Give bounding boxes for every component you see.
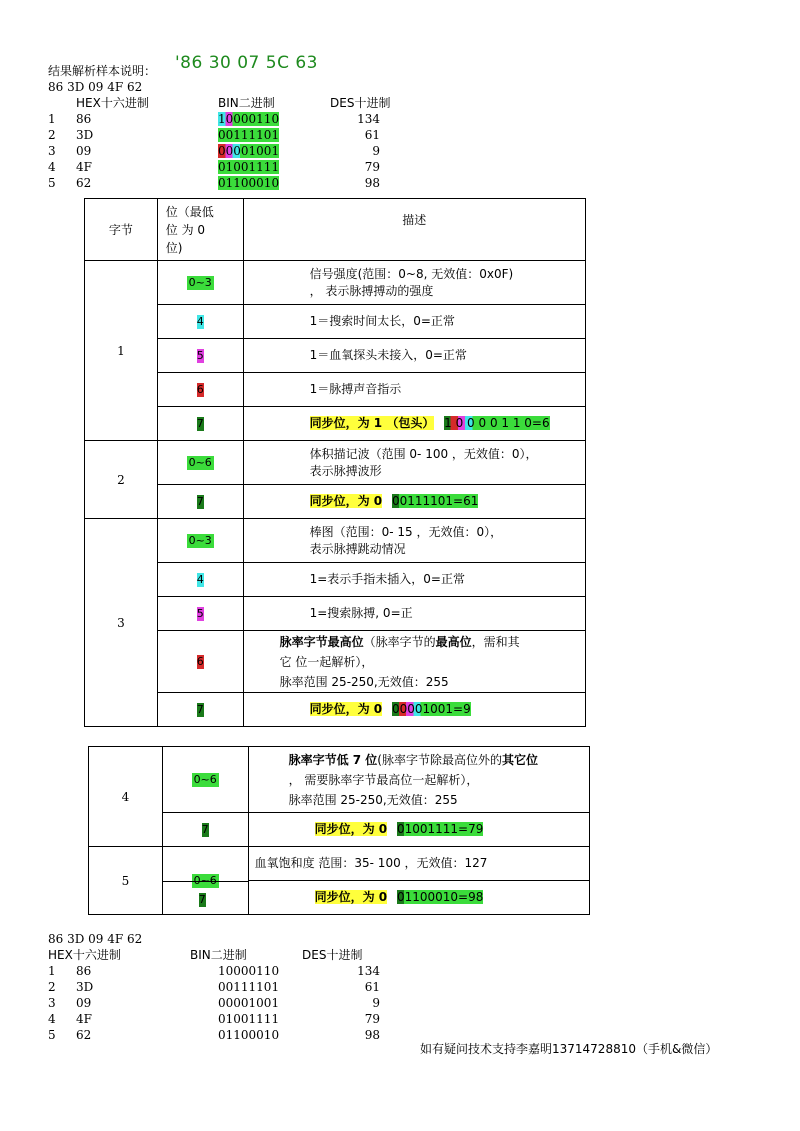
row-bin: 00111101 <box>218 980 280 994</box>
sync-description <box>248 813 589 847</box>
byte-number: 1 <box>85 261 158 441</box>
hex-string-tag: '86 30 07 5C 63 <box>175 53 319 73</box>
header-hex: HEX十六进制 <box>76 96 149 110</box>
protocol-table-bytes-4-5 <box>88 746 590 915</box>
sync-description <box>243 407 585 441</box>
table-row <box>85 373 586 407</box>
bit-description: 1＝脉搏声音指示 <box>243 373 585 407</box>
header-bin: BIN二进制 <box>190 948 247 962</box>
row-hex: 3D <box>76 980 94 994</box>
header-bit: 位（最低 位 为 0 位) <box>157 199 243 261</box>
bit-pattern: 1 0 0 0 0 1 1 0=6 <box>444 416 550 430</box>
hex-line: 86 3D 09 4F 62 <box>48 932 143 946</box>
bit-description: 1＝血氧探头未接入，0=正常 <box>243 339 585 373</box>
row-bin: 00111101 <box>218 128 280 142</box>
sync-label: 同步位，为 0 <box>314 822 388 836</box>
row-des: 9 <box>372 144 380 158</box>
row-bin: 01100010 <box>218 176 280 190</box>
table-row <box>85 631 586 693</box>
bit-range: 4 <box>157 305 243 339</box>
row-hex: 4F <box>76 1012 92 1026</box>
bit-range: 5 <box>157 597 243 631</box>
row-hex: 4F <box>76 160 92 174</box>
row-des: 79 <box>364 1012 380 1026</box>
table-row <box>89 847 590 881</box>
row-bin: 00001001 <box>218 996 280 1010</box>
table-row <box>85 485 586 519</box>
bit-description: 1＝搜索时间太长，0=正常 <box>243 305 585 339</box>
bit-range: 0~6 <box>157 441 243 485</box>
row-index: 4 <box>48 1012 56 1026</box>
row-bin: 10000110 <box>218 112 280 126</box>
row-bin: 10000110 <box>218 964 280 978</box>
bit-range: 6 <box>157 373 243 407</box>
row-bin: 01001111 <box>218 160 280 174</box>
row-des: 9 <box>372 996 380 1010</box>
header-bin: BIN二进制 <box>218 96 275 110</box>
byte-number: 3 <box>85 519 158 727</box>
table-row <box>89 747 590 813</box>
bit-pattern: 00001001=9 <box>391 702 471 716</box>
bit-description: 体积描记波（范围 0- 100 ，无效值：0）， 表示脉搏波形 <box>243 441 585 485</box>
row-des: 134 <box>357 964 380 978</box>
sync-label: 同步位，为 0 <box>314 890 388 904</box>
bit-range: 6 <box>157 631 243 693</box>
row-index: 1 <box>48 112 56 126</box>
row-des: 98 <box>364 176 380 190</box>
bit-range: 7 <box>157 407 243 441</box>
table-header-row <box>85 199 586 261</box>
row-index: 2 <box>48 128 56 142</box>
bit-range: 0~6 <box>162 747 248 813</box>
bit-range: 0~3 <box>157 261 243 305</box>
table-row <box>85 441 586 485</box>
sync-description <box>243 485 585 519</box>
row-hex: 62 <box>76 1028 92 1042</box>
hex-line: 86 3D 09 4F 62 <box>48 80 143 94</box>
header-byte: 字节 <box>85 199 158 261</box>
bit-range: 0~6 7 <box>162 847 248 915</box>
protocol-table-bytes-1-3 <box>84 198 586 727</box>
row-hex: 09 <box>76 144 92 158</box>
row-hex: 09 <box>76 996 92 1010</box>
row-index: 3 <box>48 996 56 1010</box>
byte-number: 2 <box>85 441 158 519</box>
bit-range: 7 <box>157 693 243 727</box>
support-contact: 如有疑问技术支持李嘉明13714728810（手机&微信） <box>420 1042 718 1056</box>
row-des: 98 <box>364 1028 380 1042</box>
bit-description: 1=表示手指未插入，0=正常 <box>243 563 585 597</box>
row-index: 5 <box>48 1028 56 1042</box>
bit-range: 0~3 <box>157 519 243 563</box>
row-index: 3 <box>48 144 56 158</box>
sync-label: 同步位，为 0 <box>309 702 383 716</box>
row-des: 79 <box>364 160 380 174</box>
sync-label: 同步位，为 1 （包头） <box>309 416 435 430</box>
table-row <box>85 597 586 631</box>
table-row <box>89 813 590 847</box>
table-row <box>85 563 586 597</box>
row-des: 61 <box>364 128 380 142</box>
sample-title: 结果解析样本说明： <box>48 64 157 78</box>
header-des: DES十进制 <box>330 96 391 110</box>
bit-description: 信号强度(范围：0~8, 无效值：0x0F) ， 表示脉搏搏动的强度 <box>243 261 585 305</box>
row-bin: 00001001 <box>218 144 280 158</box>
bit-description: 血氧饱和度 范围：35- 100 ，无效值：127 <box>248 847 589 881</box>
bit-pattern: 00111101=61 <box>391 494 479 508</box>
row-hex: 3D <box>76 128 94 142</box>
row-bin: 01001111 <box>218 1012 280 1026</box>
row-hex: 62 <box>76 176 92 190</box>
bit-range: 7 <box>162 813 248 847</box>
table-row <box>85 519 586 563</box>
row-index: 5 <box>48 176 56 190</box>
bit-pattern: 01001111=79 <box>396 822 484 836</box>
row-index: 1 <box>48 964 56 978</box>
table-row <box>85 693 586 727</box>
table-row <box>85 339 586 373</box>
sync-label: 同步位，为 0 <box>309 494 383 508</box>
bit-description: 脉率字节低 7 位(脉率字节除最高位外的其它位 ， 需要脉率字节最高位一起解析）， 脉率范围 25-250,无效值：255 <box>248 747 589 813</box>
sync-description <box>248 881 589 915</box>
row-index: 4 <box>48 160 56 174</box>
row-hex: 86 <box>76 112 92 126</box>
bit-range: 4 <box>157 563 243 597</box>
header-desc: 描述 <box>243 199 585 261</box>
header-hex: HEX十六进制 <box>48 948 121 962</box>
bit-description: 棒图（范围：0- 15 ，无效值：0）， 表示脉搏跳动情况 <box>243 519 585 563</box>
header-des: DES十进制 <box>302 948 363 962</box>
bit-range: 5 <box>157 339 243 373</box>
bit-pattern: 01100010=98 <box>396 890 484 904</box>
bit-description: 脉率字节最高位（脉率字节的最高位，需和其 它 位一起解析）， 脉率范围 25-250,无效值：255 <box>243 631 585 693</box>
row-bin: 01100010 <box>218 1028 280 1042</box>
sync-description <box>243 693 585 727</box>
row-des: 61 <box>364 980 380 994</box>
row-index: 2 <box>48 980 56 994</box>
table-row <box>85 305 586 339</box>
bit-range: 7 <box>157 485 243 519</box>
row-hex: 86 <box>76 964 92 978</box>
byte-number: 4 <box>89 747 163 847</box>
row-des: 134 <box>357 112 380 126</box>
table-row <box>85 261 586 305</box>
bit-description: 1=搜索脉搏, 0=正 <box>243 597 585 631</box>
byte-number: 5 <box>89 847 163 915</box>
table-row <box>85 407 586 441</box>
